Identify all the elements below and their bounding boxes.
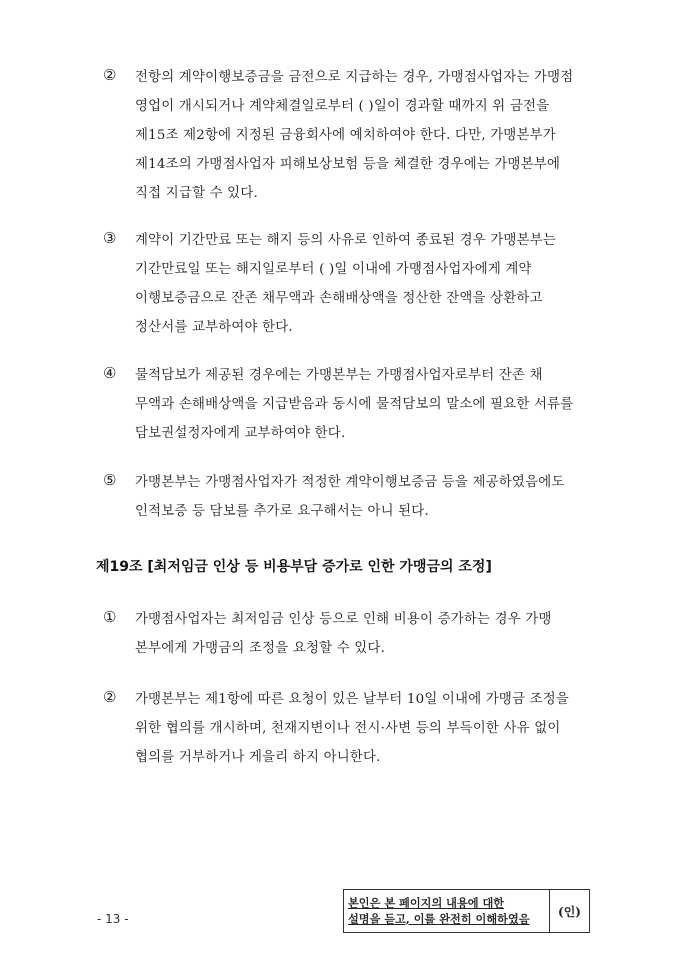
confirmation-line-2: 설명을 듣고, 이를 완전히 이해하였음	[348, 912, 530, 926]
clause-text-line: 제15조 제2항에 지정된 금융회사에 예치하여야 한다. 다만, 가맹본부가	[135, 128, 556, 143]
clause-text-line: 무액과 손해배상액을 지급받음과 동시에 물적담보의 말소에 필요한 서류를	[135, 397, 574, 412]
clause-number: ⑤	[103, 471, 117, 489]
clause-number: ③	[103, 229, 117, 247]
confirmation-box	[343, 889, 590, 933]
clause-text-line: 인적보증 등 담보를 추가로 요구해서는 아니 된다.	[135, 504, 429, 519]
clause-text-line: 직접 지급할 수 있다.	[135, 186, 258, 201]
clause-number: ②	[103, 688, 117, 706]
clause-text-line: 계약이 기간만료 또는 해지 등의 사유로 인하여 종료된 경우 가맹본부는	[135, 233, 557, 248]
confirmation-line-1: 본인은 본 페이지의 내용에 대한	[348, 896, 505, 910]
clause-text-line: 가맹점사업자는 최저임금 인상 등으로 인해 비용이 증가하는 경우 가맹	[135, 612, 552, 627]
clause-text-line: 협의를 거부하거나 게을리 하지 아니한다.	[135, 750, 381, 765]
clause-number: ②	[103, 66, 117, 84]
clause-number: ④	[103, 364, 117, 382]
clause-text-line: 기간만료일 또는 해지일로부터 ( )일 이내에 가맹점사업자에게 계약	[135, 262, 532, 277]
clause-text-line: 가맹본부는 제1항에 따른 요청이 있은 날부터 10일 이내에 가맹금 조정을	[135, 692, 570, 707]
page-number: - 13 -	[97, 912, 129, 926]
clause-text-line: 전항의 계약이행보증금을 금전으로 지급하는 경우, 가맹점사업자는 가맹점	[135, 70, 574, 85]
clause-text-line: 영업이 개시되거나 계약체결일로부터 ( )일이 경과할 때까지 위 금전을	[135, 99, 550, 114]
clause-text-line: 담보권설정자에게 교부하여야 한다.	[135, 426, 346, 441]
clause-text-line: 가맹본부는 가맹점사업자가 적정한 계약이행보증금 등을 제공하였음에도	[135, 475, 565, 490]
clause-text-line: 물적담보가 제공된 경우에는 가맹본부는 가맹점사업자로부터 잔존 채	[135, 368, 543, 383]
clause-text-line: 이행보증금으로 잔존 채무액과 손해배상액을 정산한 잔액을 상환하고	[135, 291, 543, 306]
clause-text-line: 정산서를 교부하여야 한다.	[135, 320, 293, 335]
clause-number: ①	[103, 608, 117, 626]
seal-field[interactable]: (인)	[558, 904, 581, 919]
clause-text-line: 위한 협의를 개시하며, 천재지변이나 전시·사변 등의 부득이한 사유 없이	[135, 721, 561, 736]
clause-text-line: 본부에게 가맹금의 조정을 요청할 수 있다.	[135, 641, 386, 656]
confirmation-text	[344, 890, 550, 932]
article-heading: 제19조 [최저임금 인상 등 비용부담 증가로 인한 가맹금의 조정]	[96, 559, 492, 575]
clause-text-line: 제14조의 가맹점사업자 피해보상보험 등을 체결한 경우에는 가맹본부에	[135, 157, 561, 172]
